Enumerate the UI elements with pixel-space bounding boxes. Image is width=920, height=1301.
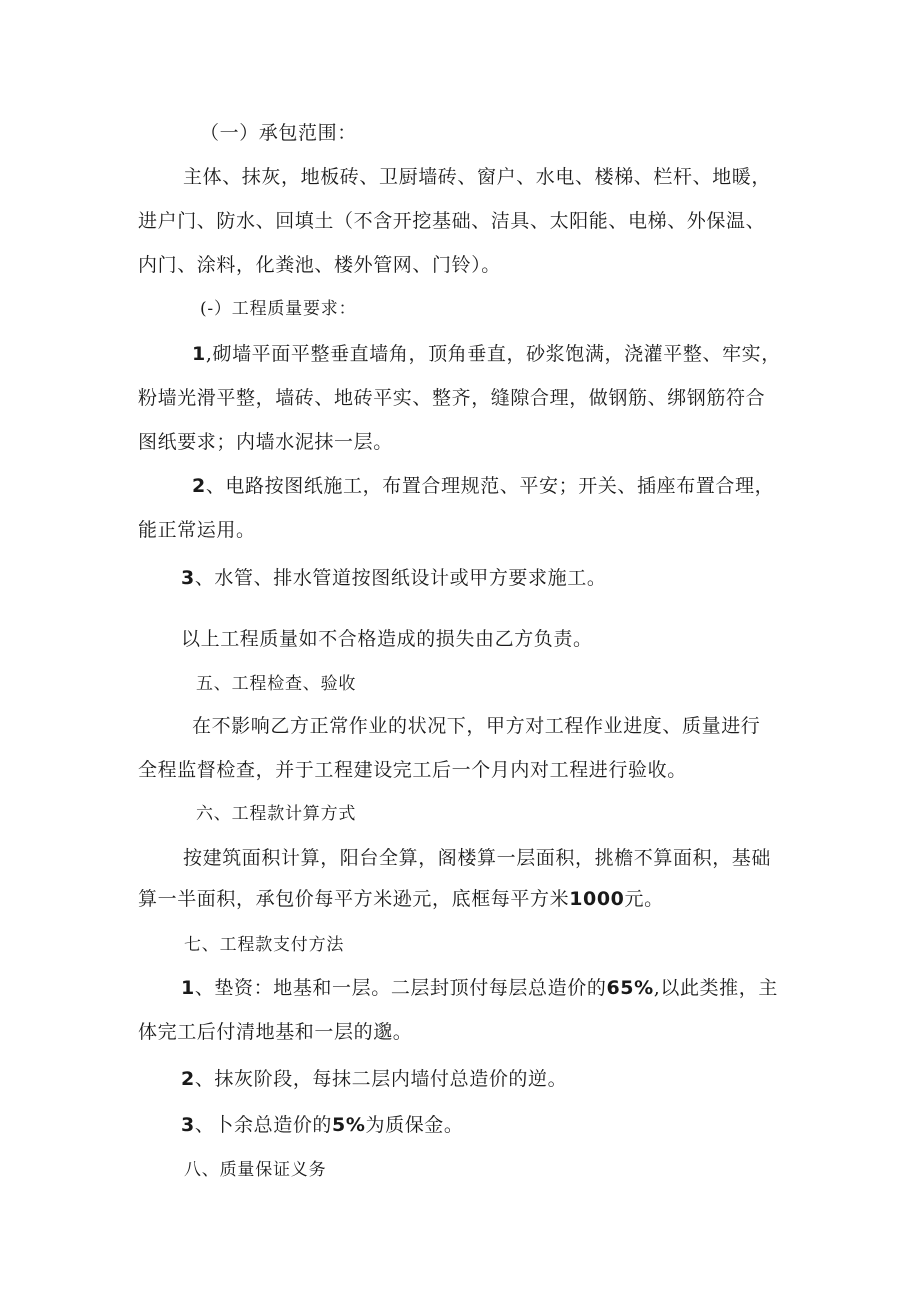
section-heading-quality-requirements: (-）工程质量要求： xyxy=(200,299,357,319)
section-heading-quality-guarantee: 八、质量保证义务 xyxy=(184,1160,327,1180)
body-line: 2、电路按图纸施工，布置合理规范、平安；开关、插座布置合理， xyxy=(192,475,775,497)
body-line: 2、抹灰阶段，每抹二层内墙付总造价的逆。 xyxy=(181,1068,568,1090)
body-line: 内门、涂料，化粪池、楼外管网、门铃）。 xyxy=(138,254,501,276)
body-line: 图纸要求；内墙水泥抹一层。 xyxy=(138,431,393,453)
body-line: 算一半面积，承包价每平方米逊元，底框每平方米1000元。 xyxy=(138,888,664,910)
body-line: 粉墙光滑平整，墙砖、地砖平实、整齐，缝隙合理，做钢筋、绑钢筋符合 xyxy=(138,387,766,409)
body-line: 全程监督检查，并于工程建设完工后一个月内对工程进行验收。 xyxy=(138,759,687,781)
body-line: 以上工程质量如不合格造成的损失由乙方负责。 xyxy=(181,628,593,650)
section-heading-contract-scope: （一）承包范围： xyxy=(200,122,357,144)
body-line: 1、垫资：地基和一层。二层封顶付每层总造价的65%,以此类推，主 xyxy=(181,977,778,999)
section-heading-payment-calculation: 六、工程款计算方式 xyxy=(196,804,357,824)
body-line: 体完工后付清地基和一层的邈。 xyxy=(138,1021,413,1043)
body-line: 按建筑面积计算，阳台全算，阁楼算一层面积，挑檐不算面积，基础 xyxy=(183,847,772,869)
section-heading-inspection: 五、工程检查、验收 xyxy=(196,674,357,694)
body-line: 能正常运用。 xyxy=(138,519,256,541)
body-line: 在不影响乙方正常作业的状况下，甲方对工程作业进度、质量进行 xyxy=(192,715,761,737)
body-line: 1,砌墙平面平整垂直墙角，顶角垂直，砂浆饱满，浇灌平整、牢实， xyxy=(192,343,781,365)
body-line: 主体、抹灰，地板砖、卫厨墙砖、窗户、水电、楼梯、栏杆、地暖， xyxy=(183,166,772,188)
section-heading-payment-method: 七、工程款支付方法 xyxy=(184,935,345,955)
body-line: 3、卜余总造价的5%为质保金。 xyxy=(181,1114,464,1136)
body-line: 进户门、防水、回填土（不含开挖基础、洁具、太阳能、电梯、外保温、 xyxy=(138,210,766,232)
body-line: 3、水管、排水管道按图纸设计或甲方要求施工。 xyxy=(181,567,607,589)
